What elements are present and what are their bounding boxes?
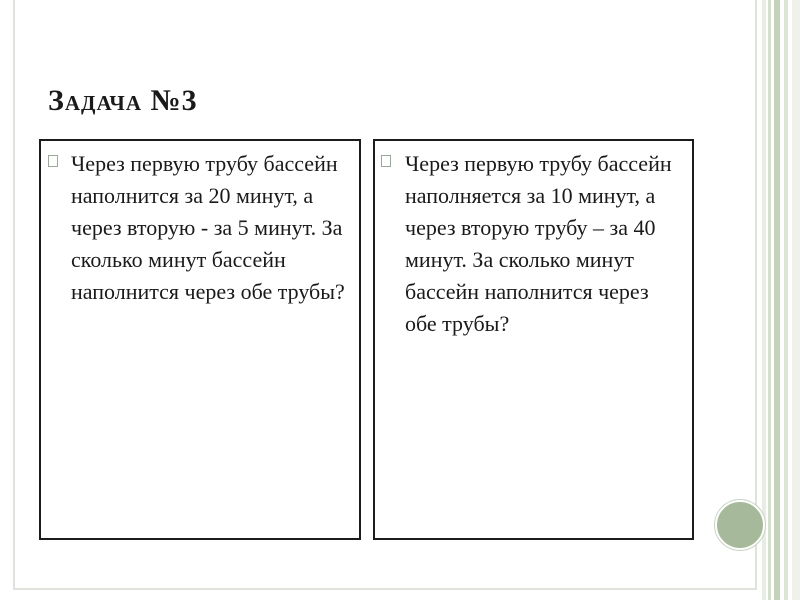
task-text-2: Через первую трубу бассейн наполняется за 10 минут, а через вторую трубу – за 40 минут. За сколько минут бассейн наполнится через обе трубы? [405, 151, 672, 336]
green-circle-icon [715, 500, 765, 550]
decorative-stripes [762, 0, 800, 600]
task-box-2 [373, 139, 694, 540]
slide-title: Задача №3 [48, 84, 198, 117]
task-text-1: Через первую трубу бассейн наполнится за 20 минут, а через вторую - за 5 минут. За сколько минут бассейн наполнится через обе трубы? [71, 151, 345, 304]
square-bullet-icon [48, 155, 58, 167]
task-box-1 [39, 139, 361, 540]
square-bullet-icon [381, 155, 391, 167]
